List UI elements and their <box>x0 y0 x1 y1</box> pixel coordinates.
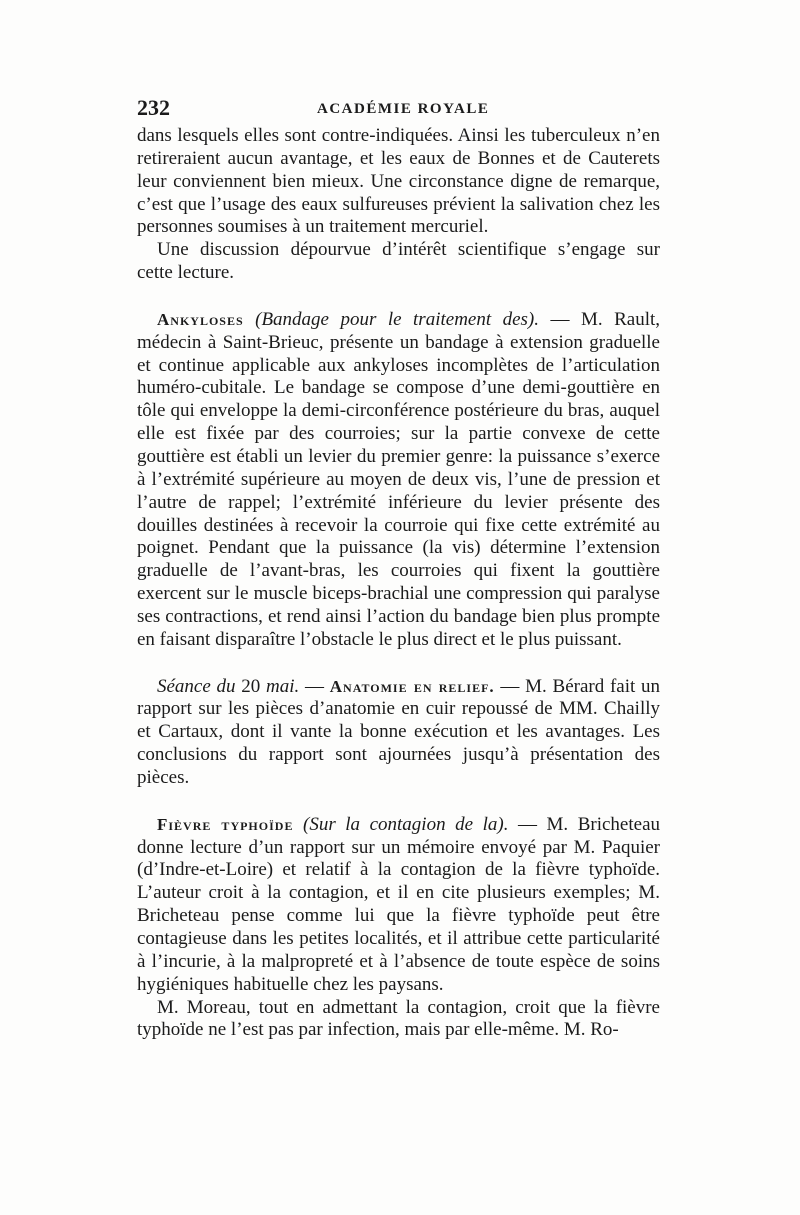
page-body <box>137 125 660 1042</box>
session-dash: — <box>299 675 330 697</box>
running-head: ACADÉMIE ROYALE <box>317 101 490 117</box>
paragraph-fievre-typhoide <box>137 814 660 997</box>
section-heading: Anatomie en relief. <box>329 676 495 696</box>
paragraph-mineral-waters <box>137 125 660 239</box>
paragraph-text: — M. Bérard fait un rapport sur les pièces d’anatomie en cuir repoussé de MM. Chailly et Cartaux, dont il vante la bonne exécution et les avantages. Les conclusions du rapport sont ajournées jusqu’à présentation des pièces. <box>137 675 661 788</box>
session-month: mai. <box>266 675 300 697</box>
paragraph-moreau <box>137 997 660 1043</box>
session-date: 20 <box>235 675 267 697</box>
page-header <box>137 95 660 123</box>
paragraph-text: M. Moreau, tout en admettant la contagion, croit que la fièvre typhoïde ne l’est pas par infection, mais par elle-même. M. Ro- <box>137 996 660 1041</box>
paragraph-text: Une discussion dépourvue d’intérêt scientifique s’engage sur cette lecture. <box>137 239 660 284</box>
page-number: 232 <box>137 95 170 120</box>
paragraph-text: — M. Rault, médecin à Saint-Brieuc, présente un bandage à extension graduelle et continue applicable aux ankyloses incomplètes de l’articulation huméro-cubitale. Le bandage se compose d’une demi-gouttière en tôle qui enveloppe la demi-circonférence postérieure du bras, auquel elle est fixée par des courroies; sur la partie convexe de cette gouttière est établi un levier du premier genre: la puissance s’exerce à l’extrémité supérieure au moyen de deux vis, l’une de pression et l’autre de rappel; l’extrémité inférieure du levier présente des douilles destinées à recevoir la courroie qui fixe cette extrémité au poignet. Pendant que la puissance (la vis) détermine l’extension graduelle de l’avant-bras, les courroies qui fixent la gouttière exercent sur le muscle biceps-brachial une compression qui paralyse ses contractions, et rend ainsi l’action du bandage bien plus prompte en faisant disparaître l’obstacle le plus direct et le plus puissant. <box>137 308 661 650</box>
paragraph-ankyloses <box>137 309 660 652</box>
paragraph-text: — M. Bricheteau donne lecture d’un rapport sur un mémoire envoyé par M. Paquier (d’Indre-et-Loire) et relatif à la contagion de la fièvre typhoïde. L’auteur croit à la contagion, et il en cite plusieurs exemples; M. Bricheteau pense comme lui que la fièvre typhoïde peut être contagieuse dans les petites localités, et il attribue cette particularité à l’incurie, à la malpropreté et à l’absence de toute espèce de soins hygiéniques habituelle chez les paysans. <box>137 813 661 995</box>
paragraph-text: dans lesquels elles sont contre-indiquées. Ainsi les tuberculeux n’en retireraient aucun avantage, et les eaux de Bonnes et de Cauterets leur conviennent bien mieux. Une circonstance digne de remarque, c’est que l’usage des eaux sulfureuses prévient la salivation chez les personnes soumises à un traitement mercuriel. <box>137 125 660 238</box>
session-label: Séance du <box>157 675 236 697</box>
section-subject: (Bandage pour le traitement des). <box>255 308 540 330</box>
paragraph-anatomie-en-relief <box>137 676 660 790</box>
section-subject: (Sur la contagion de la). <box>303 813 509 835</box>
section-heading: Ankyloses <box>157 309 244 329</box>
section-heading: Fièvre typhoïde <box>157 814 294 834</box>
paragraph-discussion <box>137 239 660 285</box>
